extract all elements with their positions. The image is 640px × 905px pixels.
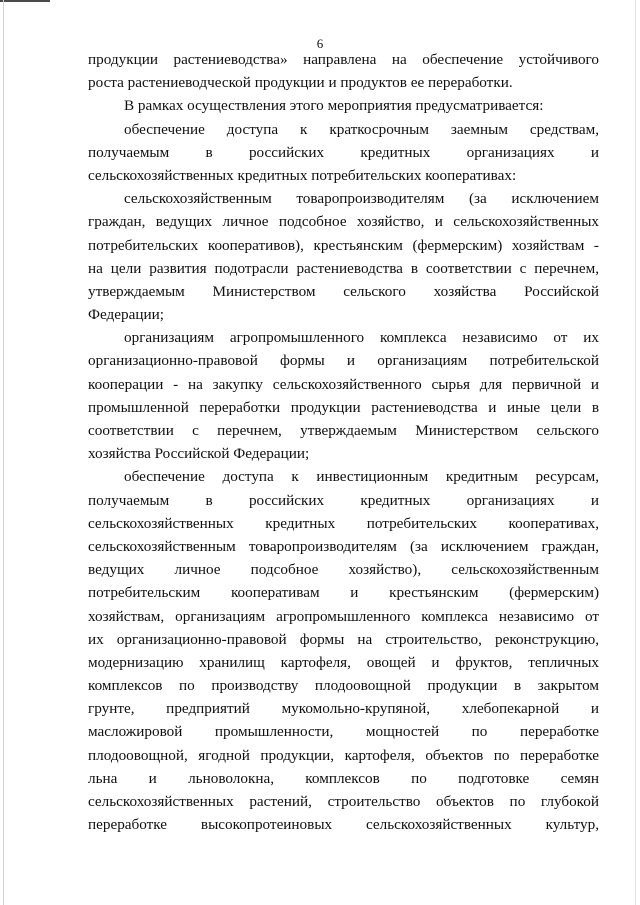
text-line: кооперации - на закупку сельскохозяйственного сырья для первичной и	[88, 375, 599, 393]
text-line: плодоовощной, ягодной продукции, картофеля, объектов по переработке	[88, 746, 599, 764]
text-line: потребительских кооперативов), крестьянским (фермерским) хозяйствам -	[88, 236, 599, 254]
text-line: их организационно-правовой формы на строительство, реконструкцию,	[88, 630, 599, 648]
text-line: В рамках осуществления этого мероприятия предусматривается:	[124, 97, 544, 115]
document-body	[88, 48, 599, 836]
text-line: комплексов по производству плодоовощной продукции в закрытом	[88, 677, 599, 695]
text-line: ведущих личное подсобное хозяйство), сельскохозяйственным	[88, 561, 599, 579]
text-line: сельскохозяйственных кредитных потребительских кооперативах:	[88, 166, 517, 184]
text-line: модернизацию хранилищ картофеля, овощей и фруктов, тепличных	[88, 653, 599, 671]
text-line: организационно-правовой формы и организациям потребительской	[88, 352, 599, 370]
text-line: грунте, предприятий мукомольно-крупяной, хлебопекарной и	[88, 700, 599, 718]
text-line: сельскохозяйственных кредитных потребительских кооперативах,	[88, 514, 599, 532]
text-line: соответствии с перечнем, утверждаемым Министерством сельского	[88, 422, 599, 439]
scan-edge-left	[3, 0, 4, 905]
text-line: роста растениеводческой продукции и продуктов ее переработки.	[88, 74, 513, 92]
text-line: на цели развития подотрасли растениеводства в соответствии с перечнем,	[88, 259, 599, 277]
text-line: утверждаемым Министерством сельского хозяйства Российской	[88, 282, 599, 300]
text-line: граждан, ведущих личное подсобное хозяйство, и сельскохозяйственных	[88, 213, 599, 231]
scan-edge-right	[635, 0, 636, 905]
text-line: переработке высокопротеиновых сельскохозяйственных культур,	[88, 816, 599, 834]
text-line: сельскохозяйственным товаропроизводителям (за исключением	[124, 190, 599, 208]
text-line: хозяйствам, организациям агропромышленного комплекса независимо от	[88, 607, 599, 625]
text-line: льна и льноволокна, комплексов по подготовке семян	[88, 769, 599, 787]
scan-mark	[0, 0, 50, 2]
text-line: обеспечение доступа к инвестиционным кредитным ресурсам,	[124, 468, 599, 486]
text-line: потребительским кооперативам и крестьянским (фермерским)	[88, 584, 599, 602]
text-line: сельскохозяйственных растений, строительство объектов по глубокой	[88, 793, 599, 810]
text-line: организациям агропромышленного комплекса независимо от их	[124, 329, 599, 347]
page-number: 6	[316, 36, 324, 51]
text-line: Федерации;	[88, 306, 164, 324]
text-line: продукции растениеводства» направлена на обеспечение устойчивого	[88, 51, 599, 68]
text-line: промышленной переработки продукции растениеводства и иные цели в	[88, 398, 599, 416]
text-line: получаемым в российских кредитных организациях и	[88, 143, 599, 161]
text-line: масложировой промышленности, мощностей по переработке	[88, 723, 599, 741]
text-line: обеспечение доступа к краткосрочным заемным средствам,	[124, 120, 599, 138]
text-line: сельскохозяйственным товаропроизводителям (за исключением граждан,	[88, 537, 599, 555]
text-line: получаемым в российских кредитных организациях и	[88, 491, 599, 509]
text-line: хозяйства Российской Федерации;	[88, 445, 310, 463]
